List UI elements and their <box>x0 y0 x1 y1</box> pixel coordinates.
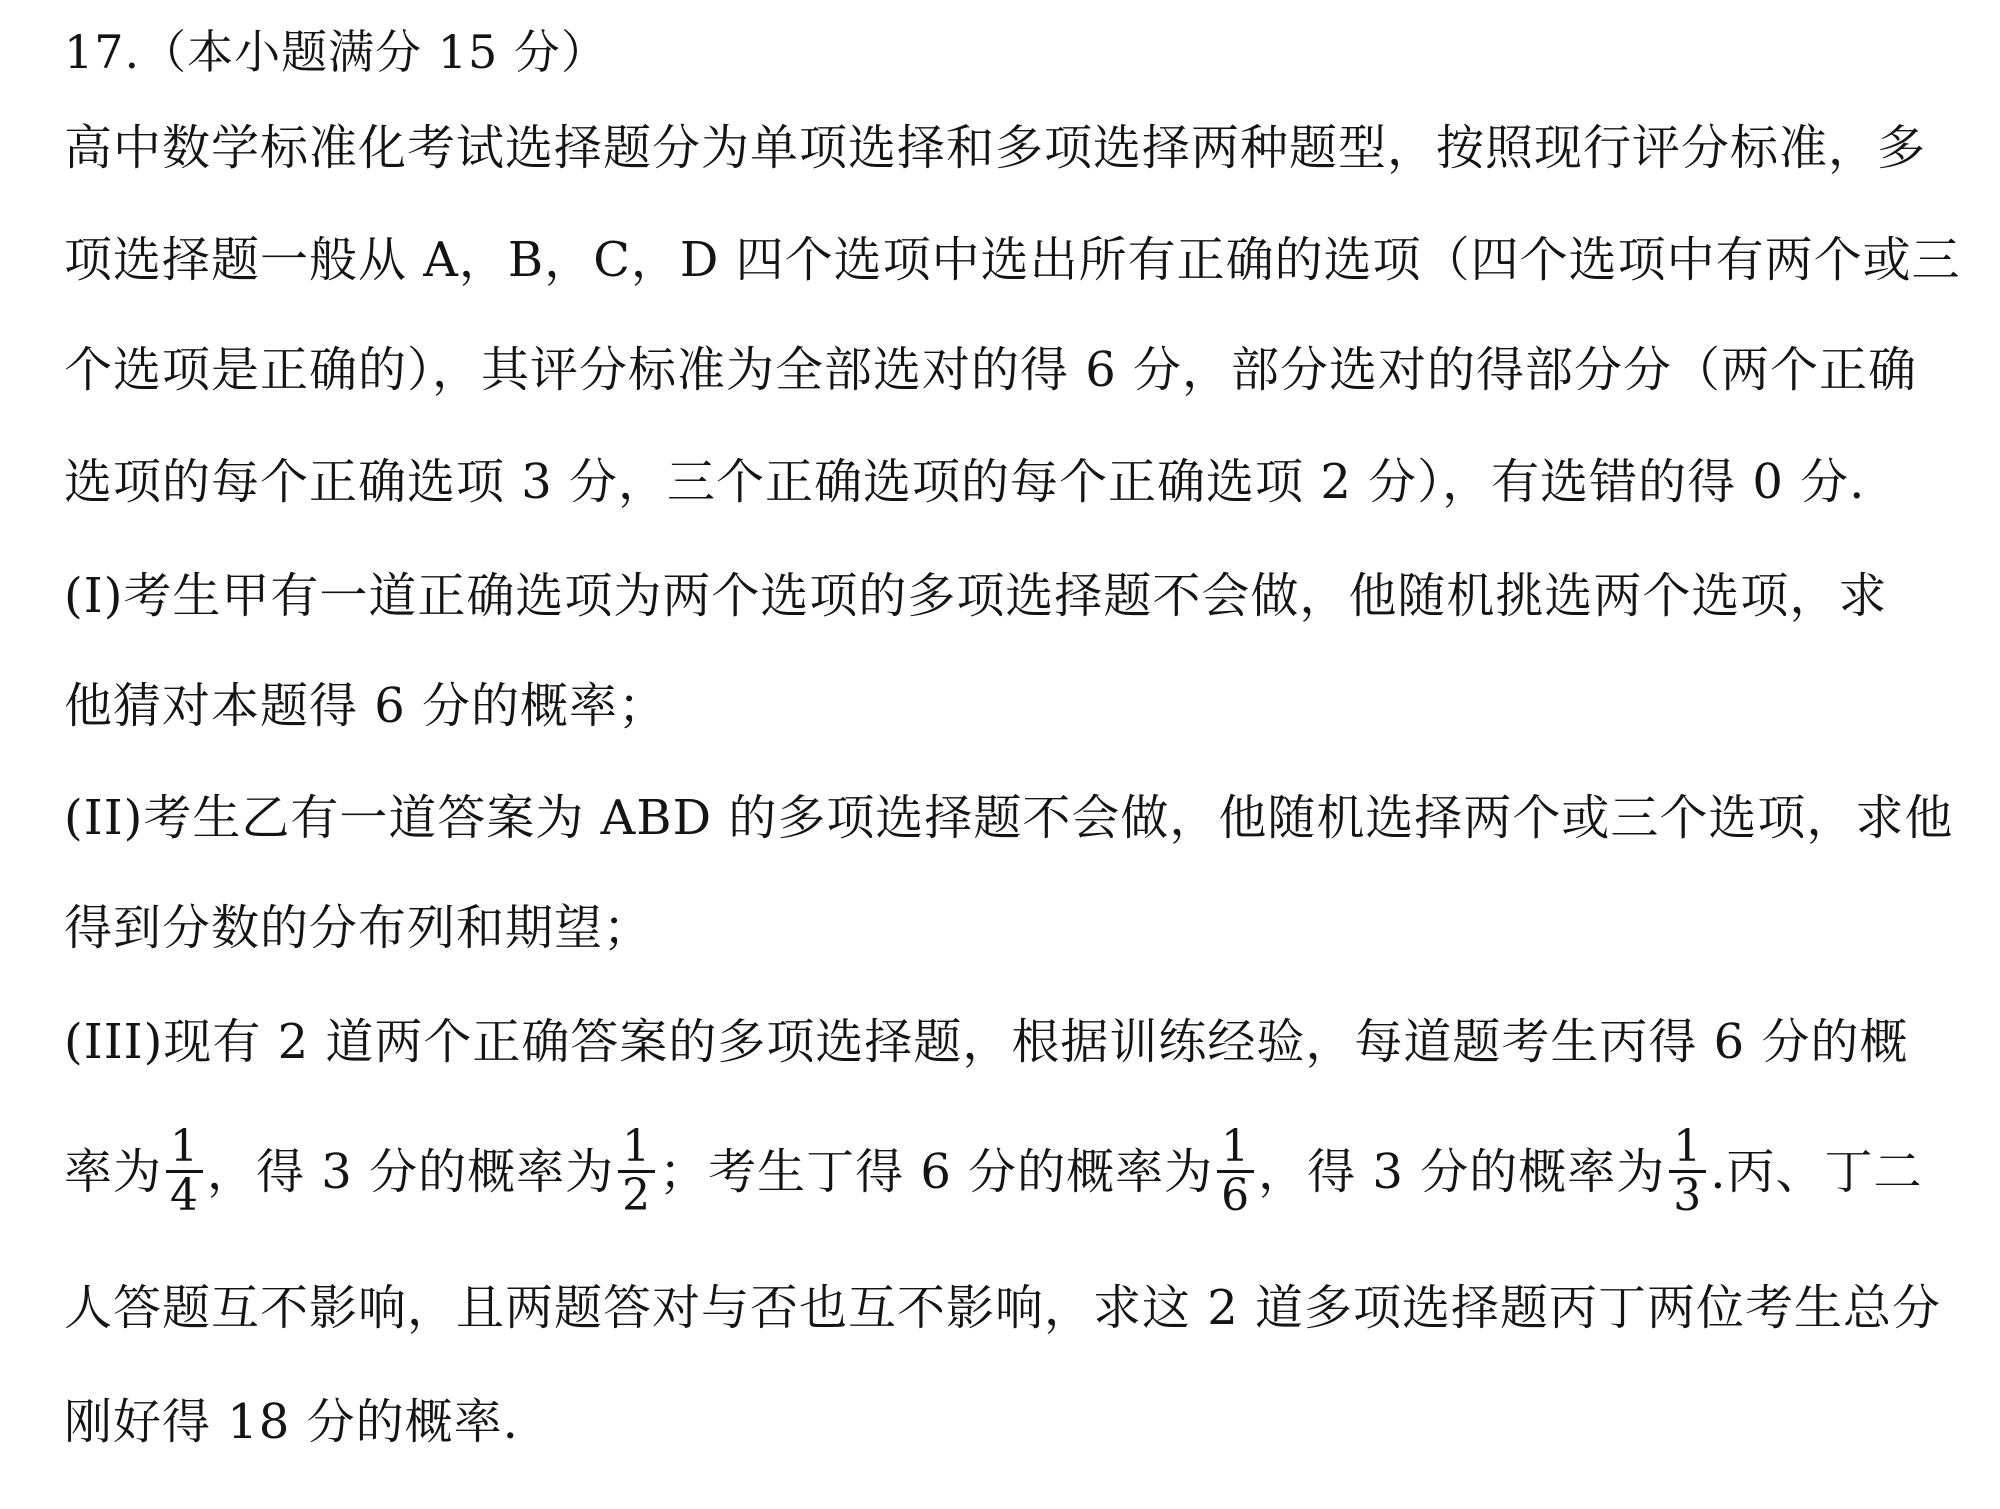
text-segment: ；考生丁得 6 分的概率为 <box>659 1144 1214 1200</box>
text-line: 项选择题一般从 A，B，C，D 四个选项中选出所有正确的选项（四个选项中有两个或三 <box>64 232 1961 288</box>
question-header: 17.（本小题满分 15 分） <box>64 25 608 79</box>
text-line: 得到分数的分布列和期望； <box>64 900 653 956</box>
text-segment: ，得 3 分的概率为 <box>1258 1144 1666 1200</box>
part-two-line: (II)考生乙有一道答案为 ABD 的多项选择题不会做，他随机选择两个或三个选项，求他 <box>64 790 1954 846</box>
fraction-one-sixth <box>1217 1121 1254 1221</box>
fraction-numerator: 1 <box>166 1124 203 1173</box>
fraction-one-third <box>1669 1121 1706 1221</box>
fraction-one-quarter <box>166 1121 203 1221</box>
part-three-line: (III)现有 2 道两个正确答案的多项选择题，根据训练经验，每道题考生丙得 6 分的概 <box>64 1014 1909 1070</box>
fraction-denominator: 6 <box>1221 1170 1251 1221</box>
fraction-denominator: 4 <box>170 1170 200 1221</box>
fraction-denominator: 2 <box>622 1170 652 1221</box>
text-line: 他猜对本题得 6 分的概率； <box>64 678 668 734</box>
fraction-numerator: 1 <box>1217 1124 1254 1173</box>
text-line: 人答题互不影响，且两题答对与否也互不影响，求这 2 道多项选择题丙丁两位考生总分 <box>64 1280 1942 1336</box>
text-line: 刚好得 18 分的概率. <box>64 1394 519 1450</box>
fraction-line <box>64 1121 1923 1223</box>
text-line: 个选项是正确的），其评分标准为全部选对的得 6 分，部分选对的得部分分（两个正确 <box>64 342 1918 398</box>
text-line: 选项的每个正确选项 3 分，三个正确选项的每个正确选项 2 分），有选错的得 0 分. <box>64 454 1866 510</box>
fraction-denominator: 3 <box>1673 1170 1703 1221</box>
fraction-numerator: 1 <box>1669 1124 1706 1173</box>
text-segment: ，得 3 分的概率为 <box>207 1144 615 1200</box>
text-segment: .丙、丁二 <box>1710 1144 1923 1200</box>
part-one-line: (I)考生甲有一道正确选项为两个选项的多项选择题不会做，他随机挑选两个选项，求 <box>64 568 1888 624</box>
text-segment: 率为 <box>64 1144 163 1200</box>
text-line: 高中数学标准化考试选择题分为单项选择和多项选择两种题型，按照现行评分标准，多 <box>64 120 1927 176</box>
fraction-numerator: 1 <box>618 1124 655 1173</box>
fraction-one-half <box>618 1121 655 1221</box>
